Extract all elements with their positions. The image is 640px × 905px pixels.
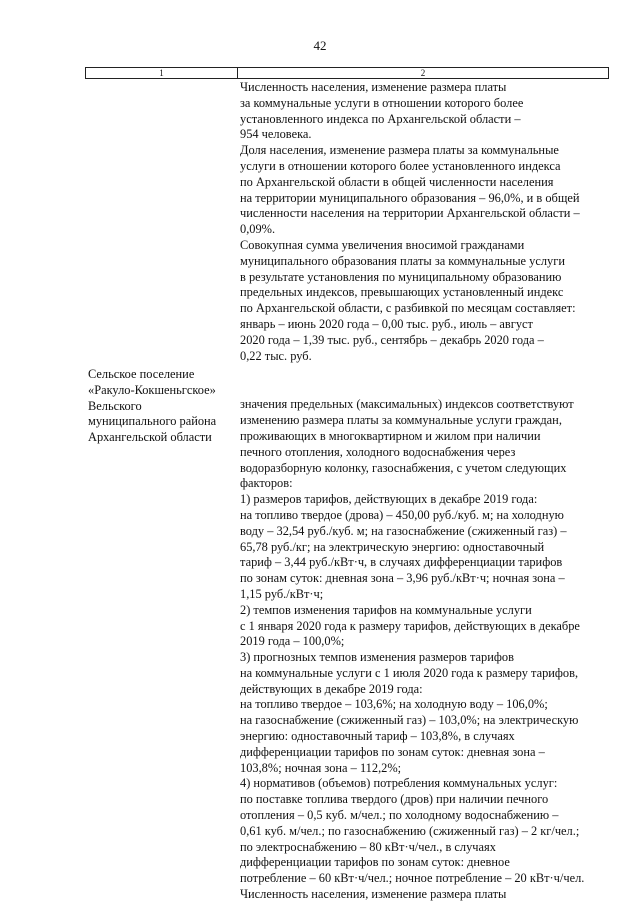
text-line: на газоснабжение (сжиженный газ) – 103,0%; на электрическую bbox=[240, 713, 579, 728]
text-line: 0,61 куб. м/чел.; по газоснабжению (сжиженный газ) – 2 кг/чел.; bbox=[240, 823, 580, 838]
text-line: 2020 года – 1,39 тыс. руб., сентябрь – декабрь 2020 года – bbox=[240, 332, 544, 347]
text-line: по поставке топлива твердого (дров) при наличии печного bbox=[240, 792, 549, 807]
text-line: за коммунальные услуги в отношении которого более bbox=[240, 95, 524, 110]
text-line: дифференциации тарифов по зонам суток: дневное bbox=[240, 855, 510, 870]
text-line: значения предельных (максимальных) индексов соответствуют bbox=[240, 397, 574, 412]
current-entry-text bbox=[240, 397, 610, 903]
text-line: Численность населения, изменение размера платы bbox=[240, 80, 507, 94]
text-line: январь – июнь 2020 года – 0,00 тыс. руб., июль – август bbox=[240, 316, 533, 331]
text-line: на топливо твердое (дрова) – 450,00 руб./куб. м; на холодную bbox=[240, 507, 564, 522]
text-line: 4) нормативов (объемов) потребления коммунальных услуг: bbox=[240, 776, 558, 791]
page-number: 42 bbox=[313, 38, 327, 53]
text-line: 2019 года – 100,0%; bbox=[240, 634, 345, 649]
text-line: услуги в отношении которого более установленного индекса bbox=[240, 158, 561, 173]
text-line: на коммунальные услуги с 1 июля 2020 года к размеру тарифов, bbox=[240, 665, 579, 680]
text-line: на территории муниципального образования – 96,0%, и в общей bbox=[240, 190, 580, 205]
text-line: энергию: одноставочный тариф – 103,8%, в случаях bbox=[240, 729, 515, 744]
text-line: воду – 32,54 руб./куб. м; на газоснабжение (сжиженный газ) – bbox=[240, 523, 567, 538]
text-line: тариф – 3,44 руб./кВт·ч, в случаях дифференциации тарифов bbox=[240, 555, 563, 570]
text-line: отопления – 0,5 куб. м/чел.; по холодному водоснабжению – bbox=[240, 808, 559, 823]
description-cell bbox=[240, 80, 610, 903]
text-line: 0,09%. bbox=[240, 222, 276, 237]
text-line: Совокупная сумма увеличения вносимой гражданами bbox=[240, 237, 525, 252]
text-line: Численность населения, изменение размера платы bbox=[240, 887, 507, 902]
text-line: по электроснабжению – 80 кВт·ч/чел., в случаях bbox=[240, 839, 496, 854]
table-header-col1: 1 bbox=[86, 68, 238, 78]
municipality-cell bbox=[88, 367, 233, 446]
text-line: в результате установления по муниципальному образованию bbox=[240, 269, 562, 284]
text-line: потребление – 60 кВт·ч/чел.; ночное потребление – 20 кВт·ч/чел. bbox=[240, 871, 585, 886]
text-line: 0,22 тыс. руб. bbox=[240, 348, 312, 363]
table-header-row bbox=[85, 67, 609, 79]
text-line: установленного индекса по Архангельской области – bbox=[240, 111, 521, 126]
text-line: 1,15 руб./кВт·ч; bbox=[240, 586, 324, 601]
text-line: 3) прогнозных темпов изменения размеров тарифов bbox=[240, 650, 514, 665]
text-line: действующих в декабре 2019 года: bbox=[240, 681, 423, 696]
text-line: муниципального образования платы за коммунальные услуги bbox=[240, 253, 565, 268]
text-line: численности населения на территории Архангельской области – bbox=[240, 206, 580, 221]
municipality-line: «Ракуло-Кокшеньгское» bbox=[88, 382, 216, 397]
text-line: с 1 января 2020 года к размеру тарифов, действующих в декабре bbox=[240, 618, 580, 633]
text-line: предельных индексов, превышающих установленный индекс bbox=[240, 285, 564, 300]
text-line: 2) темпов изменения тарифов на коммунальные услуги bbox=[240, 602, 532, 617]
table-header-col2: 2 bbox=[420, 68, 426, 78]
municipality-line: Архангельской области bbox=[88, 430, 212, 445]
text-line: по Архангельской области в общей численности населения bbox=[240, 174, 554, 189]
text-line: по Архангельской области, с разбивкой по месяцам составляет: bbox=[240, 301, 576, 316]
text-line: по зонам суток: дневная зона – 3,96 руб./кВт·ч; ночная зона – bbox=[240, 571, 565, 586]
previous-entry-text bbox=[240, 80, 610, 364]
municipality-line: Сельское поселение bbox=[88, 367, 195, 381]
text-line: проживающих в многоквартирном и жилом при наличии bbox=[240, 428, 541, 443]
text-line: 1) размеров тарифов, действующих в декабре 2019 года: bbox=[240, 492, 538, 507]
text-line: 65,78 руб./кг; на электрическую энергию: одноставочный bbox=[240, 539, 545, 554]
text-line: 103,8%; ночная зона – 112,2%; bbox=[240, 760, 402, 775]
row-separator-gap bbox=[240, 364, 610, 397]
municipality-line: муниципального района bbox=[88, 414, 217, 429]
text-line: водоразборную колонку, газоснабжения, с учетом следующих bbox=[240, 460, 567, 475]
municipality-line: Вельского bbox=[88, 398, 142, 413]
text-line: факторов: bbox=[240, 476, 293, 491]
text-line: на топливо твердое – 103,6%; на холодную воду – 106,0%; bbox=[240, 697, 548, 712]
text-line: изменению размера платы за коммунальные услуги граждан, bbox=[240, 413, 562, 428]
text-line: Доля населения, изменение размера платы за коммунальные bbox=[240, 143, 559, 158]
text-line: 954 человека. bbox=[240, 127, 312, 142]
text-line: дифференциации тарифов по зонам суток: дневная зона – bbox=[240, 744, 545, 759]
text-line: печного отопления, холодного водоснабжения через bbox=[240, 444, 516, 459]
